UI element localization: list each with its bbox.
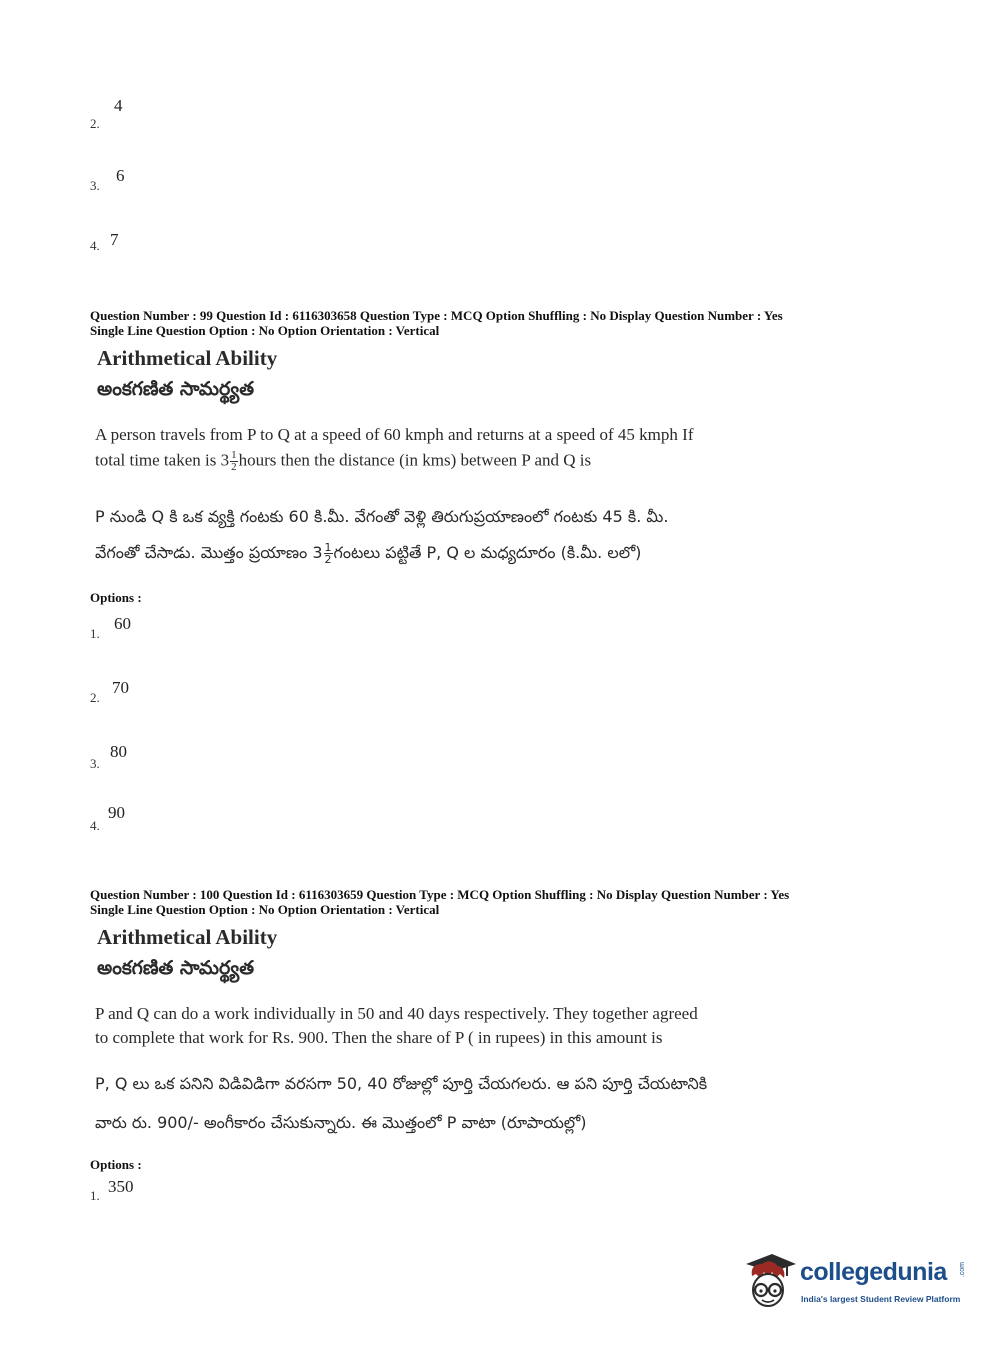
question-text-en-line2 — [95, 450, 591, 473]
option-number: 2. — [90, 690, 100, 705]
fraction-half — [230, 450, 238, 473]
logo-suffix: .com — [959, 1262, 966, 1278]
fraction-denominator: 2 — [324, 553, 332, 566]
subject-title-te: అంకగణిత సామర్థ్యత — [97, 957, 255, 979]
option-value: 70 — [112, 678, 129, 697]
question-text-en-line1: P and Q can do a work individually in 50 and 40 days respectively. They together agreed — [95, 1004, 698, 1023]
fraction-half — [324, 542, 333, 565]
question-text-en-part: total time taken is 3 — [95, 450, 230, 470]
question-text-te-part: గంటలు పట్టితే P, Q ల మధ్యదూరం (కి.మీ. లలో) — [333, 543, 642, 562]
question-meta-line1: Question Number : 99 Question Id : 6116303658 Question Type : MCQ Option Shuffling : No Display Question Number : Yes — [90, 308, 783, 323]
option-value: 6 — [116, 166, 125, 185]
options-label: Options : — [90, 590, 142, 605]
logo-wordmark — [800, 1258, 947, 1287]
logo-name: collegedunia — [800, 1258, 947, 1286]
question-meta-line2: Single Line Question Option : No Option Orientation : Vertical — [90, 323, 440, 338]
question-meta-line2: Single Line Question Option : No Option Orientation : Vertical — [90, 902, 440, 917]
logo-tagline: India's largest Student Review Platform — [801, 1294, 961, 1304]
fraction-numerator: 1 — [324, 541, 332, 554]
question-text-en-part: hours then the distance (in kms) between P and Q is — [238, 450, 592, 470]
question-meta-line1: Question Number : 100 Question Id : 6116303659 Question Type : MCQ Option Shuffling : No Display Question Number : Yes — [90, 887, 790, 902]
question-text-te-line1: P, Q లు ఒక పనిని విడివిడిగా వరసగా 50, 40 రోజుల్లో పూర్తి చేయగలరు. ఆ పని పూర్తి చేయటానికి — [95, 1074, 708, 1093]
question-text-te-line1: P నుండి Q కి ఒక వ్యక్తి గంటకు 60 కి.మీ. వేగంతో వెళ్లి తిరుగుప్రయాణంలో గంటకు 45 కి. మీ. — [95, 507, 669, 526]
subject-title-te: అంకగణిత సామర్థ్యత — [97, 378, 255, 400]
option-value: 7 — [110, 230, 119, 249]
question-text-te-part: వేగంతో చేసాడు. మొత్తం ప్రయాణం 3 — [95, 543, 323, 562]
question-text-te-line2: వారు రు. 900/- అంగీకారం చేసుకున్నారు. ఈ మొత్తంలో P వాటా (రూపాయల్లో) — [95, 1113, 587, 1132]
option-number: 3. — [90, 178, 100, 193]
option-value: 60 — [114, 614, 131, 633]
option-number: 2. — [90, 116, 100, 131]
option-number: 1. — [90, 626, 100, 641]
question-text-te-line2 — [95, 542, 641, 566]
question-text-en-line2: to complete that work for Rs. 900. Then the share of P ( in rupees) in this amount is — [95, 1028, 663, 1047]
option-value: 350 — [108, 1177, 134, 1196]
subject-title-en: Arithmetical Ability — [97, 346, 278, 370]
option-number: 1. — [90, 1188, 100, 1203]
option-value: 4 — [114, 96, 123, 115]
option-number: 4. — [90, 818, 100, 833]
student-mascot-icon — [740, 1250, 798, 1312]
subject-title-en: Arithmetical Ability — [97, 925, 278, 949]
option-value: 80 — [110, 742, 127, 761]
collegedunia-logo[interactable] — [740, 1248, 970, 1318]
option-number: 4. — [90, 238, 100, 253]
fraction-numerator: 1 — [231, 449, 237, 461]
option-value: 90 — [108, 803, 125, 822]
fraction-denominator: 2 — [231, 461, 237, 473]
question-text-en-line1: A person travels from P to Q at a speed of 60 kmph and returns at a speed of 45 kmph If — [95, 425, 694, 444]
options-label: Options : — [90, 1157, 142, 1172]
option-number: 3. — [90, 756, 100, 771]
